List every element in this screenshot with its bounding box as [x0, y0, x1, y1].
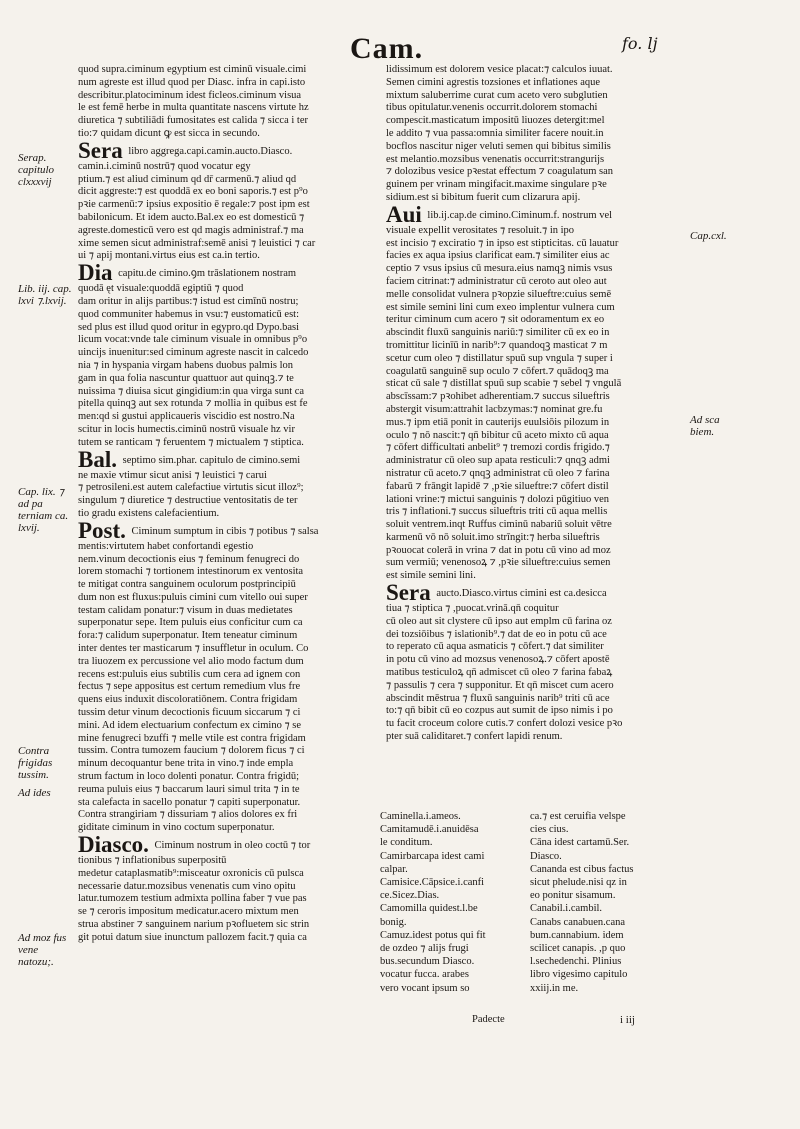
- index-entry: Canabil.i.cambil.: [530, 903, 603, 915]
- index-entry: xxiij.in me.: [530, 982, 579, 994]
- text-line: sed plus est illud quod oritur in egypro.qd̄ Dypo.basi: [78, 321, 300, 333]
- section-initial: Diasco.: [78, 835, 149, 856]
- index-row: [380, 876, 680, 889]
- index-row: [380, 810, 680, 823]
- text-line: lationi vrine:⁊ mictui sanguinis ⁊ dolozi pūgitiuo ven: [386, 493, 610, 505]
- text-line: scitur in locis humectis.ciminū nostrū visuale hz vir: [78, 423, 295, 435]
- text-line: tutem se ranticam ⁊ feruentem ⁊ mictualem ⁊ stiptica.: [78, 436, 304, 448]
- margin-note-cap-cxl: [690, 230, 790, 242]
- index-entry: Cananda est cibus factus: [530, 863, 634, 875]
- text-line: abscindit mēstrua ⁊ fluxū sanguinis narib⁹ triti cū ace: [386, 692, 610, 704]
- catchword: Padecte: [472, 1014, 505, 1025]
- text-line: mixtum saluberrime curat cum aceto vero subglutien: [386, 89, 608, 101]
- text-line: tris ⁊ inflationi.⁊ succus silueftris triti cū aqua mellis: [386, 506, 608, 518]
- text-line: fora:⁊ calidum superponatur. Item teneatur ciminum: [78, 630, 298, 642]
- text-line: pitella quinqꝫ aut sex rotunda ⁊ mollia in quibus est fe: [78, 398, 308, 410]
- margin-note-ad-scabiem: [690, 414, 790, 438]
- text-line: men:qd̄ si gustui applicaueris viscidio est nostro.Na: [78, 411, 295, 423]
- folio-number: fo. lj: [622, 34, 658, 53]
- index-entry: Camuz.idest potus qui fit: [380, 929, 486, 941]
- index-entry: ca.⁊ est ceruifia velspe: [530, 811, 626, 822]
- text-line: ptium.⁊ est aliud ciminum qd̄ dr̄ carmenū.⁊ aliud qd̄: [78, 173, 297, 185]
- index-row: [380, 929, 680, 942]
- index-entry: vocatur fucca. arabes: [380, 969, 469, 981]
- text-line: tiua ⁊ stiptica ⁊ ,puocat.vrinā.qn̄ coquitur: [386, 603, 559, 615]
- text-line: se ⁊ ceroris impositum medicatur.acero mixtum men: [78, 906, 299, 918]
- text-line: mine fenugreci bzuffi ⁊ melle vtile est contra frigidam: [78, 732, 306, 744]
- text-line: necessarie datur.mozsibus venenatis cum vino opitu: [78, 880, 296, 892]
- margin-note-liber: [18, 283, 76, 307]
- text-line: nistratur cū aceto.⁊ qnqꝫ administrat cū oleo ⁊ farina: [386, 467, 610, 479]
- text-line: quod communiter habemus in vsu:⁊ eustomaticū est:: [78, 308, 300, 320]
- text-line: Semen cimini agrestis tozsiones et inflationes aque: [386, 76, 601, 88]
- index-entry: Cāna idest cartamū.Ser.: [530, 837, 630, 849]
- text-line: recens est:puluis eius subtilis cum cera ad ignem con: [78, 668, 301, 680]
- text-line: ⁊ passulis ⁊ cera ⁊ supponitur. Et qn̄ miscet cum acero: [386, 679, 614, 691]
- index-entry: Camomilla quidest.l.be: [380, 903, 478, 915]
- index-entry: ce.Sicez.Dias.: [380, 890, 440, 902]
- text-line: ui ⁊ apij montani.virtus eius est ca.in tertio.: [78, 250, 260, 262]
- text-line: compescit.masticatum impositū liuozes detergit:mel: [386, 115, 605, 127]
- index-entry: le conditum.: [380, 837, 433, 849]
- text-line: strua abstiner ⁊ sanguinem narium pꝛofluetem sic strin: [78, 919, 310, 931]
- text-line: gam in qua folia nascuntur quattuor aut quinqꝫ.⁊ te: [78, 372, 294, 384]
- text-line: babilonicum. Et idem aucto.Bal.ex eo est domesticū ⁊: [78, 211, 305, 223]
- text-line: pter suā caliditaret.⁊ confert lapidi renum.: [386, 731, 563, 743]
- margin-note-text: Ad sca biem.: [690, 414, 720, 438]
- text-line: quodā ęt visuale:quoddā egiptiū ⁊ quod: [78, 283, 244, 295]
- running-title: Cam.: [350, 32, 424, 65]
- text-line: facies ex aqua ipsius clarificat eam.⁊ similiter eius ac: [386, 250, 610, 262]
- text-line: oculo ⁊ nō nascit:⁊ qn̄ bibitur cū aceto mixto cū aqua: [386, 429, 609, 441]
- margin-note-ad-idem: [18, 787, 76, 799]
- text-line: Dia capitu.de cimino.ꝯm trāslationem nostram: [78, 263, 297, 284]
- section-initial: Aui: [386, 204, 422, 225]
- index-entry: calpar.: [380, 863, 408, 875]
- text-line: sum vermiū; venenosoꝝ ⁊ ,pꝛie silueftre:cuius semen: [386, 557, 611, 569]
- text-line: coagulatū sanguinē sup oculo ⁊ cōfert.⁊ quādoqꝫ ma: [386, 365, 609, 377]
- index-row: [380, 955, 680, 968]
- text-line: medetur cataplasmatib⁹:misceatur oxronicis cū pulsca: [78, 867, 304, 879]
- text-line: guinem per vrinam mingifacit.maxime singulare pꝛe: [386, 179, 607, 191]
- text-line: melle consolidat vulnera pꝛopzie silueftre:cuius semē: [386, 288, 612, 300]
- index-list: [380, 810, 680, 995]
- text-line: uincijs inuenitur:sed ciminum agreste nascit in calcedo: [78, 347, 309, 359]
- text-line: diuretica ⁊ subtiliādi fumositates est calida ⁊ sicca i ter: [78, 115, 308, 127]
- text-line: dum non est fluxus:puluis cimini cum vitello oui super: [78, 591, 308, 603]
- index-entry: scilicet canapis. ,p quo: [530, 943, 626, 955]
- text-line: singulum ⁊ diuretice ⁊ destructiue ventositatis de ter: [78, 495, 298, 507]
- text-line: abstergit visum:attrahit lacbzymas:⁊ nominat gre.fu: [386, 403, 603, 415]
- text-line: lorem stomachi ⁊ tortionem intestinorum ex ventosita: [78, 566, 304, 578]
- text-line: ⁊ dolozibus vesice pꝛestat effectum ⁊ coagulatum san: [386, 166, 614, 178]
- text-line: ceptio ⁊ vsus ipsius cū mesura.eius namqꝫ nimis vsus: [386, 263, 613, 275]
- index-row: [380, 836, 680, 849]
- text-line: agreste.domesticū vero est qd̄ magis administraf.⁊ ma: [78, 224, 304, 236]
- text-line: matibus testiculoꝝ qn̄ admiscet cū oleo ⁊ farina fabaꝝ: [386, 667, 613, 679]
- index-row: [380, 902, 680, 915]
- text-line: to reperato cū aqua asmaticis ⁊ cōfert.⁊ dat similiter: [386, 641, 604, 653]
- text-line: reuma puluis eius ⁊ baccarum lauri simul trita ⁊ in te: [78, 783, 300, 795]
- index-entry: libro vigesimo capitulo: [530, 969, 628, 981]
- text-line: superponatur sepe. Item puluis eius conficitur cum ca: [78, 617, 303, 629]
- margin-note-text: Ad ides: [18, 787, 51, 799]
- text-line: tu facit croceum colore cutis.⁊ confert dolozi vesice pꝛo: [386, 718, 623, 730]
- text-line: dam oritur in alijs partibus:⁊ istud est cimīnū nostru;: [78, 295, 299, 307]
- text-line: tra liuozem ex percussione vel alio modo factum dum: [78, 655, 304, 667]
- text-line: visuale expellit verositates ⁊ resoluit.⁊ in ipo: [386, 224, 575, 236]
- index-row: [380, 863, 680, 876]
- text-line: ⁊ petrosileni.est autem calefactiue virtutis sicut illoz⁹;: [78, 482, 304, 494]
- text-line: pꝛouocat colerā in vrina ⁊ dat in potu cū vino ad moz: [386, 544, 611, 556]
- text-line: le est femē herbe in multa quantitate nascens virtute hz: [78, 102, 309, 114]
- text-line: cū oleo aut sit clystere cū ipso aut emplm cū farina oz: [386, 615, 612, 627]
- text-line: Diasco. Ciminum nostrum in oleo coctū ⁊ tor: [78, 835, 311, 856]
- index-entry: sicut phelude.nisi qz in: [530, 877, 627, 889]
- text-line: git potui datum siue inunctum pallozem facit.⁊ quia ca: [78, 931, 307, 943]
- text-line: nem.vinum decoctionis eius ⁊ feminum fenugreci do: [78, 553, 300, 565]
- text-line: est incisio ⁊ exciratio ⁊ in ipso est stipticitas. cū lauatur: [386, 237, 619, 249]
- text-line: Sera aucto.Diasco.virtus cimini est ca.desicca: [386, 583, 607, 604]
- text-line: minum decoquantur bene trita in vino.⁊ inde empla: [78, 758, 294, 770]
- text-line: nia ⁊ in hyspania virgam habens duobus palmis lon: [78, 359, 293, 371]
- index-entry: Camitamudē.i.anuidēsa: [380, 824, 479, 836]
- text-line: le addito ⁊ vua passa:omnia similiter facere nouit.in: [386, 127, 604, 139]
- text-line: Sera libro aggrega.capi.camin.aucto.Diasco.: [78, 140, 293, 161]
- margin-note-contra-frigidas: [18, 745, 76, 781]
- section-initial: Bal.: [78, 449, 117, 470]
- right-text-column: [386, 64, 686, 744]
- text-line: tussim detur vinum decoctionis ficuum siccarum ⁊ ci: [78, 707, 301, 719]
- margin-note-ad-morsus: [18, 932, 76, 968]
- index-row: [380, 823, 680, 836]
- index-row: [380, 850, 680, 863]
- text-line: testam calidam ponatur:⁊ visum in duas medietates: [78, 604, 293, 616]
- text-line: quens eius induxit discoloratiōnem. Contra frigidam: [78, 694, 298, 706]
- text-line: sticat cū sale ⁊ distillat spuū sup scabie ⁊ sebel ⁊ vngulā: [386, 378, 622, 390]
- margin-note-text: Lib. iij. cap. lxvi ⁊.lxvij.: [18, 283, 72, 307]
- text-line: tussim. Contra tumozem faucium ⁊ dolorem ficus ⁊ ci: [78, 745, 305, 757]
- text-line: tibus opitulatur.venenis occurrit.dolorem stomachi: [386, 102, 598, 114]
- text-line: describitur.platociminum idest ficleos.ciminum visua: [78, 89, 302, 101]
- text-line: mini. Ad idem electuarium confectum ex cimino ⁊ se: [78, 719, 302, 731]
- text-line: mus.⁊ ipm etiā ponit in cauterijs euulsiōis pilozum in: [386, 416, 610, 428]
- text-line: to:⁊ qn̄ bibit cū eo cozpus aut sumit de ipso nimis i po: [386, 705, 613, 717]
- text-line: Bal. septimo sim.phar. capitulo de cimino.semi: [78, 449, 301, 470]
- text-line: num agreste est illud quod per Diasc. infra in capi.isto: [78, 76, 306, 88]
- text-line: bocflos nascitur niger veluti semen qui bibitus similis: [386, 140, 611, 152]
- text-line: scetur cum oleo ⁊ distillatur spuū sup vngula ⁊ super i: [386, 352, 613, 364]
- text-line: fectus ⁊ sepe appositus est certum remedium vlus fre: [78, 681, 301, 693]
- margin-note-text: Cap. lix. ⁊ ad pa terniam ca. lxvij.: [18, 486, 69, 534]
- text-line: licum vocat:vnde tale ciminum visuale in omnibus p⁹o: [78, 334, 308, 346]
- index-row: [380, 889, 680, 902]
- left-text-column: [78, 64, 374, 945]
- text-line: abscindit fluxū sanguinis nariū:⁊ similiter cū ex eo in: [386, 327, 610, 339]
- text-line: mentis:virtutem habet confortandi egestio: [78, 540, 254, 552]
- text-line: soluit ventrem.inqt Ruffus ciminū nabariū soluit vētre: [386, 519, 612, 531]
- text-line: inter dentes ter masticarum ⁊ insuffletur in oculum. Co: [78, 643, 309, 655]
- index-entry: bum.cannabium. idem: [530, 929, 624, 941]
- text-line: latur.tumozem testium admixta pollina faber ⁊ vue pas: [78, 893, 307, 905]
- index-entry: de ozdeo ⁊ alijs frugi: [380, 943, 469, 955]
- index-entry: bus.secundum Diasco.: [380, 956, 475, 968]
- index-entry: l.sechedenchi. Plinius: [530, 956, 622, 968]
- index-row: [380, 916, 680, 929]
- text-line: est simile semini lini cum exeo implentur vulnera cum: [386, 301, 615, 313]
- text-line: est melantio.mozsibus venenatis occurrit:strangurijs: [386, 153, 605, 165]
- text-line: sidium.est si bibitum fuerit cum clizarura apij.: [386, 191, 581, 203]
- text-line: dei tozsiōibus ⁊ islationib⁹.⁊ dat de eo in potu cū ace: [386, 628, 607, 640]
- text-line: est simile semini lini.: [386, 570, 476, 582]
- text-line: Contra strangiriam ⁊ dissuriam ⁊ alios dolores ex fri: [78, 809, 298, 821]
- text-line: strum factum in loco dolenti ponatur. Contra frigidū;: [78, 771, 300, 783]
- text-line: ⁊ cōfert difficultati anbelit⁹ ⁊ tremozi cordis frigido.⁊: [386, 442, 610, 454]
- text-line: tio gradu existens calefacientium.: [78, 507, 220, 519]
- text-line: sta calefacta in sacello ponatur ⁊ capiti superponatur.: [78, 796, 301, 808]
- text-line: te mitigat contra sanguinem oculorum postprincipiū: [78, 579, 296, 591]
- index-entry: Diasco.: [530, 850, 562, 862]
- text-line: tromittitur licinīū in narib⁹:⁊ quandoqꝫ masticat ⁊ m: [386, 339, 608, 351]
- text-line: lidissimum est dolorem vesice placat:⁊ calculos iuuat.: [386, 64, 613, 75]
- margin-note-capitulum: [18, 486, 76, 534]
- margin-note-text: Contra frigidas tussim.: [18, 745, 53, 781]
- text-line: administratur cū oleo sup apata resticuli:⁊ qnqꝫ admi: [386, 455, 610, 467]
- index-entry: Caminella.i.ameos.: [380, 811, 461, 822]
- index-entry: eo ponitur sisamum.: [530, 890, 616, 902]
- text-line: Aui lib.ij.cap.de cimino.Ciminum.f. nostrum vel: [386, 204, 613, 225]
- text-line: faciem citrinat:⁊ administratur cū ceroto aut oleo aut: [386, 275, 607, 287]
- index-row: [380, 982, 680, 995]
- text-line: pꝛie carmenū:⁊ ipsius expositio ē regale:⁊ post ipm est: [78, 199, 310, 211]
- index-entry: Canabs canabuen.cana: [530, 916, 626, 928]
- section-initial: Post.: [78, 520, 126, 541]
- margin-note-text: Cap.cxl.: [690, 230, 727, 242]
- text-line: teritur ciminum cum acero ⁊ sit odoramentum ex eo: [386, 314, 605, 326]
- section-initial: Sera: [78, 140, 123, 161]
- text-line: giditate ciminum in vino coctum superponatur.: [78, 822, 275, 834]
- index-row: [380, 968, 680, 981]
- text-line: quod supra.ciminum egyptium est ciminū visuale.cimi: [78, 64, 307, 75]
- text-line: xime semen sicut administraf:semē anisi ⁊ leuistici ⁊ car: [78, 237, 316, 249]
- text-line: camin.i.ciminū nostrū⁊ quod vocatur egy: [78, 160, 251, 172]
- text-line: karmenū vō nō soluit.imo strīngit:⁊ herba silueftris: [386, 531, 600, 543]
- index-entry: Camirbarcapa idest cami: [380, 850, 485, 862]
- margin-note-text: Serap. capitulo clxxxvij: [18, 152, 55, 188]
- section-initial: Dia: [78, 263, 113, 284]
- text-line: ne maxie vtimur sicut anisi ⁊ leuistici ⁊ carui: [78, 469, 267, 481]
- index-entry: cies cius.: [530, 824, 569, 836]
- text-line: abscīssam:⁊ pꝛohibet adherentiam.⁊ succus silueftris: [386, 391, 610, 403]
- text-line: Post. Ciminum sumptum in cibis ⁊ potibus ⁊ salsa: [78, 520, 319, 541]
- margin-note-text: Ad moz fus vene natozu;.: [18, 932, 67, 968]
- text-line: tionibus ⁊ inflationibus superpositū: [78, 855, 227, 867]
- text-line: nuissima ⁊ diuisa sicut gingidium:in qua virga sunt ca: [78, 385, 305, 397]
- text-line: fabarū ⁊ frāngit lapidē ⁊ ,pꝛie silueftre:⁊ cōfert distil: [386, 480, 609, 492]
- index-entry: vero vocant ipsum so: [380, 982, 470, 994]
- index-entry: bonig.: [380, 916, 407, 928]
- text-line: in potu cū vino ad mozsus venenosoꝝ.⁊ cōfert apostē: [386, 654, 610, 666]
- section-initial: Sera: [386, 583, 431, 604]
- text-line: tio:⁊ quidam dicunt ꝙ est sicca in secundo.: [78, 127, 260, 139]
- index-row: [380, 942, 680, 955]
- text-line: dicit aggreste:⁊ est quoddā ex eo boni saporis.⁊ est p⁹o: [78, 186, 308, 198]
- index-entry: Camisice.Cāpsice.i.canfi: [380, 877, 485, 889]
- signature-mark: i iij: [620, 1014, 635, 1026]
- margin-note-serapion: [18, 152, 76, 188]
